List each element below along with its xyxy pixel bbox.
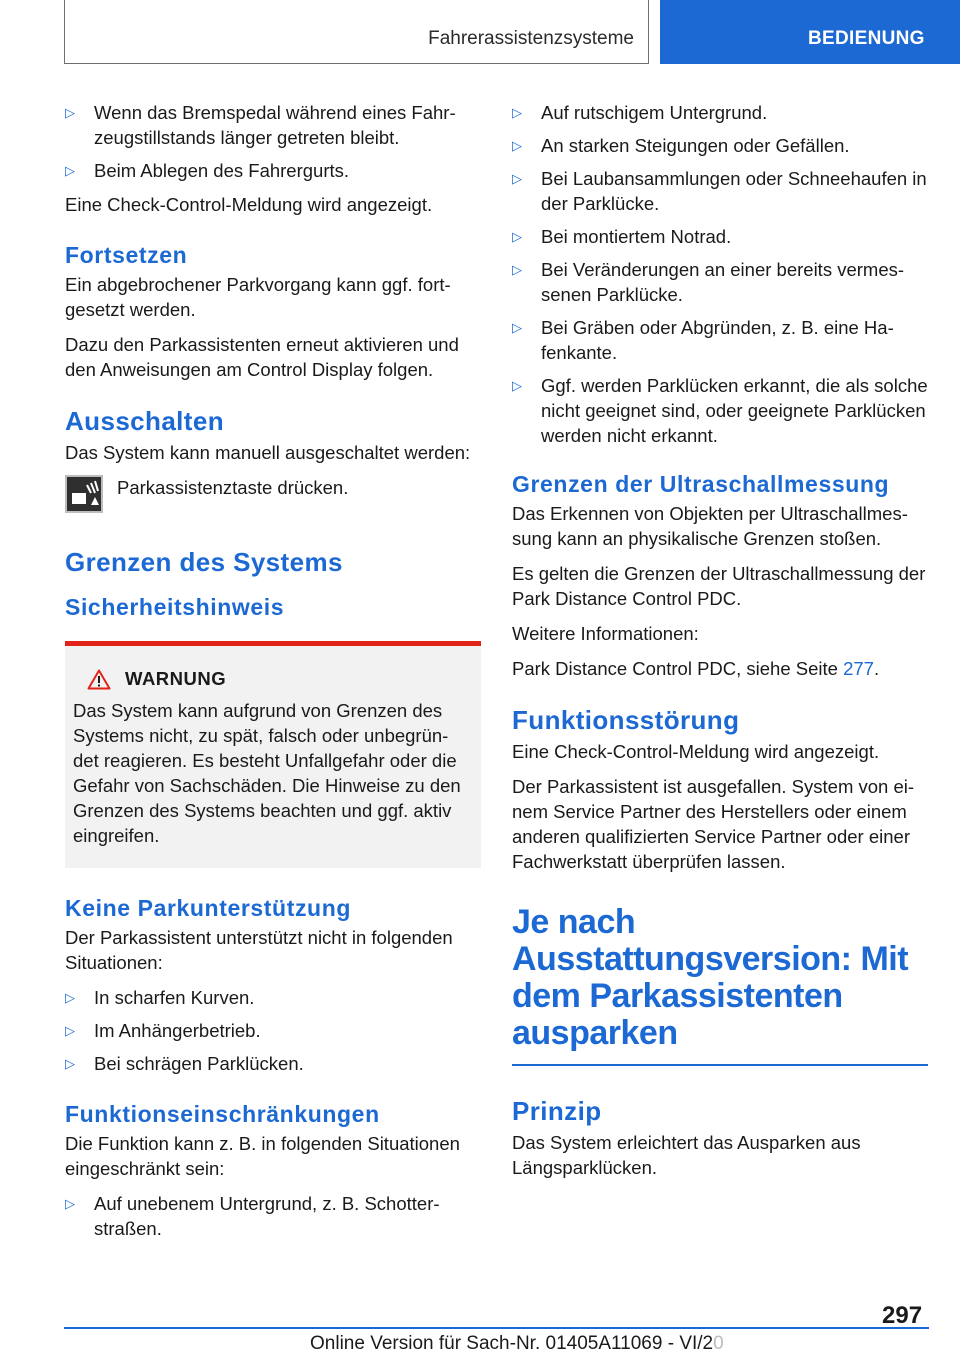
list-item: ▷ An starken Steigungen oder Gefällen.: [512, 135, 850, 156]
list-item: ▷ Ggf. werden Parklücken erkannt, die als solche nicht geeignet sind, oder geeignete Parklücken werden nicht erkannt.: [512, 375, 928, 446]
paragraph: Der Parkassistent unterstützt nicht in folgenden Situationen:: [65, 927, 453, 973]
page-number: 297: [882, 1302, 923, 1329]
heading-ultraschallmessung: Grenzen der Ultraschallmessung: [512, 471, 890, 497]
paragraph: Es gelten die Grenzen der Ultraschallmessung der Park Distance Control PDC.: [512, 563, 926, 609]
triangle-right-icon: ▷: [65, 1196, 75, 1211]
header-section-box: [64, 0, 649, 64]
paragraph: Das Erkennen von Objekten per Ultraschallmessung kann an physikalische Grenzen stoßen.: [512, 503, 908, 549]
header-section-title: Fahrerassistenzsysteme: [428, 28, 634, 49]
triangle-right-icon: ▷: [512, 229, 522, 244]
paragraph: Das System kann manuell ausgeschaltet werden:: [65, 442, 471, 463]
triangle-right-icon: ▷: [65, 105, 75, 120]
triangle-right-icon: ▷: [512, 320, 522, 335]
heading-ausschalten: Ausschalten: [65, 406, 225, 436]
triangle-right-icon: ▷: [512, 171, 522, 186]
list-restrictions: [65, 1191, 481, 1241]
paragraph: Eine Check-Control-Meldung wird angezeigt.: [65, 194, 433, 215]
warning-text: Das System kann aufgrund von Grenzen des Systems nicht, zu spät, falsch oder unbegründet reagieren. Es besteht Unfallgefahr oder die Gefahr von Sachschäden. Die Hinweise zu den Grenzen des Systems beachten und ggf. aktiv eingreifen.: [73, 700, 461, 846]
list-item: ▷ Im Anhängerbetrieb.: [65, 1020, 261, 1041]
header-tab-label: BEDIENUNG: [808, 28, 925, 49]
list-item: ▷ Bei schrägen Parklücken.: [65, 1053, 304, 1074]
paragraph: Eine Check-Control-Meldung wird angezeigt.: [512, 741, 880, 762]
warning-header: [73, 668, 467, 690]
triangle-right-icon: ▷: [512, 262, 522, 277]
heading-prinzip: Prinzip: [512, 1096, 602, 1126]
triangle-right-icon: ▷: [65, 163, 75, 178]
heading-grenzen: Grenzen des Systems: [65, 547, 343, 577]
list-item: ▷ Bei montiertem Notrad.: [512, 226, 732, 247]
right-column: [512, 100, 928, 1190]
list-item: ▷ Auf rutschigem Untergrund.: [512, 102, 768, 123]
paragraph: Das System erleichtert das Ausparken aus Längsparklücken.: [512, 1132, 861, 1178]
icon-instruction: [65, 475, 481, 513]
list-item: ▷ Wenn das Bremspedal während eines Fahrzeugstillstands länger getreten bleibt.: [65, 102, 456, 148]
heading-fortsetzen: Fortsetzen: [65, 242, 188, 268]
paragraph: Die Funktion kann z. B. in folgenden Situationen eingeschränkt sein:: [65, 1133, 460, 1179]
left-column: [65, 100, 481, 1250]
triangle-right-icon: ▷: [65, 990, 75, 1005]
header-tab[interactable]: [660, 0, 960, 64]
triangle-right-icon: ▷: [512, 138, 522, 153]
triangle-right-icon: ▷: [65, 1023, 75, 1038]
warning-box: [65, 641, 481, 868]
page-link-277[interactable]: 277: [843, 658, 874, 679]
list-item: ▷ Bei Veränderungen an einer bereits vermessenen Parklücke.: [512, 259, 905, 305]
triangle-right-icon: ▷: [512, 105, 522, 120]
chapter-rule: [512, 1064, 928, 1066]
park-assist-button-icon: [65, 475, 103, 513]
paragraph: Parkassistenztaste drücken.: [117, 477, 349, 498]
paragraph: Dazu den Parkassistenten erneut aktivieren und den Anweisungen am Control Display folgen.: [65, 334, 459, 380]
list-item: ▷ Bei Gräben oder Abgründen, z. B. eine Hafenkante.: [512, 317, 894, 363]
heading-keine-parkunterstuetzung: Keine Parkunterstützung: [65, 895, 352, 921]
heading-funktionseinschraenkungen: Funktionseinschränkungen: [65, 1101, 380, 1127]
list-restrictions-continued: [512, 100, 928, 448]
triangle-right-icon: ▷: [65, 1056, 75, 1071]
triangle-right-icon: ▷: [512, 378, 522, 393]
heading-sicherheitshinweis: Sicherheitshinweis: [65, 594, 285, 620]
list-item: ▷ Auf unebenem Untergrund, z. B. Schotterstraßen.: [65, 1193, 440, 1239]
footer-online-version: Online Version für Sach-Nr. 01405A11069 - VI/20: [310, 1333, 724, 1354]
paragraph: Weitere Informationen:: [512, 623, 699, 644]
footer-rule: [64, 1327, 929, 1329]
heading-funktionsstoerung: Funktionsstörung: [512, 705, 740, 735]
paragraph-pdc-reference: Park Distance Control PDC, siehe Seite 277.: [512, 658, 880, 679]
list-item: ▷ Bei Laubansammlungen oder Schneehaufen in der Parklücke.: [512, 168, 927, 214]
list-item: ▷ Beim Ablegen des Fahrergurts.: [65, 160, 350, 181]
paragraph: Ein abgebrochener Parkvorgang kann ggf. fortgesetzt werden.: [65, 274, 451, 320]
list-no-support: [65, 985, 481, 1076]
chapter-title: Je nach Ausstattungsversion: Mit dem Parkassistenten ausparken: [512, 903, 909, 1052]
warning-triangle-icon: [87, 669, 111, 690]
warning-title: WARNUNG: [125, 668, 227, 689]
paragraph: Der Parkassistent ist ausgefallen. System von einem Service Partner des Herstellers oder einem anderen qualifizierten Service Partner oder einer Fachwerkstatt überprüfen lassen.: [512, 776, 915, 872]
list-item: ▷ In scharfen Kurven.: [65, 987, 255, 1008]
list-stop-conditions: [65, 100, 481, 183]
